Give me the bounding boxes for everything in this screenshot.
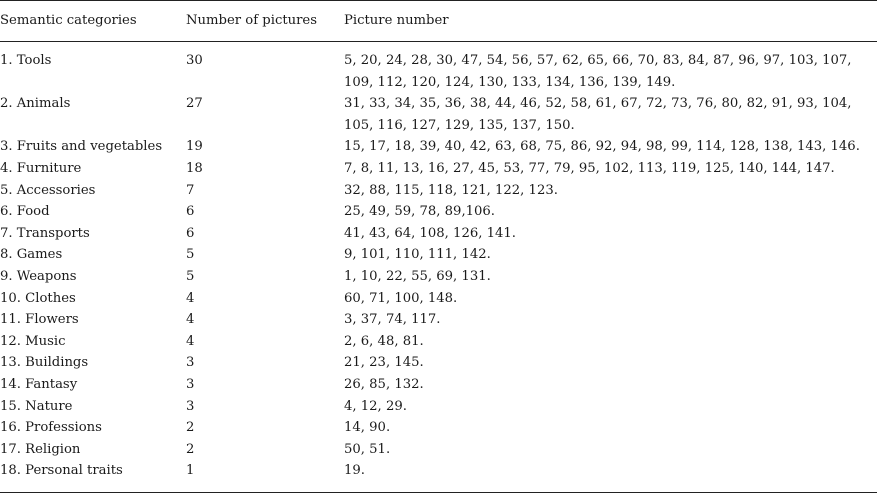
pictures-cell: 26, 85, 132. — [344, 376, 424, 392]
table-row — [0, 42, 877, 94]
pictures-cell: 25, 49, 59, 78, 89,106. — [344, 204, 495, 220]
pictures-cell: 4, 12, 29. — [344, 398, 407, 414]
pictures-cell: 2, 6, 48, 81. — [344, 333, 424, 349]
pictures-cell: 15, 17, 18, 39, 40, 42, 63, 68, 75, 86, 92, 94, 98, 99, 114, 128, 138, 143, 146. — [344, 139, 860, 155]
table-row — [0, 201, 877, 223]
pictures-cell: 31, 33, 34, 35, 36, 38, 44, 46, 52, 58, 61, 67, 72, 73, 76, 80, 82, 91, 93, 104, 105, 116, 127, 129, 135, 137, 150. — [344, 96, 852, 133]
pictures-cell: 14, 90. — [344, 420, 391, 436]
category-cell: 17. Religion — [0, 441, 81, 457]
count-cell: 3 — [186, 398, 195, 414]
category-cell: 2. Animals — [0, 96, 71, 112]
category-cell: 16. Professions — [0, 420, 102, 436]
header-number-of-pictures: Number of pictures — [186, 13, 318, 29]
category-cell: 9. Weapons — [0, 268, 77, 284]
table-row — [0, 158, 877, 180]
table-row — [0, 288, 877, 310]
header-row — [0, 1, 877, 42]
count-cell: 6 — [186, 225, 195, 241]
category-cell: 8. Games — [0, 247, 63, 263]
category-cell: 11. Flowers — [0, 312, 79, 328]
count-cell: 1 — [186, 463, 195, 479]
table-row — [0, 460, 877, 492]
count-cell: 2 — [186, 420, 195, 436]
table-row — [0, 223, 877, 245]
table-row — [0, 136, 877, 158]
count-cell: 4 — [186, 333, 195, 349]
count-cell: 30 — [186, 53, 203, 68]
table-row — [0, 180, 877, 202]
pictures-cell: 1, 10, 22, 55, 69, 131. — [344, 268, 491, 284]
table-row — [0, 93, 877, 136]
table-row — [0, 417, 877, 439]
header-picture-number: Picture number — [344, 13, 449, 29]
table-row — [0, 352, 877, 374]
table-row — [0, 309, 877, 331]
category-cell: 18. Personal traits — [0, 463, 123, 479]
table-header — [0, 1, 877, 42]
pictures-cell: 9, 101, 110, 111, 142. — [344, 247, 491, 263]
pictures-cell: 21, 23, 145. — [344, 355, 424, 371]
table-row — [0, 331, 877, 353]
count-cell: 27 — [186, 96, 203, 112]
table-row — [0, 266, 877, 288]
count-cell: 7 — [186, 182, 195, 198]
pictures-cell: 19. — [344, 463, 365, 479]
count-cell: 18 — [186, 160, 203, 176]
pictures-cell: 60, 71, 100, 148. — [344, 290, 458, 306]
count-cell: 19 — [186, 139, 203, 155]
category-cell: 1. Tools — [0, 53, 52, 68]
table-row — [0, 396, 877, 418]
count-cell: 6 — [186, 204, 195, 220]
category-cell: 5. Accessories — [0, 182, 96, 198]
count-cell: 3 — [186, 355, 195, 371]
count-cell: 3 — [186, 376, 195, 392]
count-cell: 2 — [186, 441, 195, 457]
category-cell: 15. Nature — [0, 398, 73, 414]
table-row — [0, 374, 877, 396]
pictures-cell: 5, 20, 24, 28, 30, 47, 54, 56, 57, 62, 65, 66, 70, 83, 84, 87, 96, 97, 103, 107, 109, 112, 120, 124, 130, 133, 134, 136, 139, 149. — [344, 53, 852, 90]
pictures-cell: 3, 37, 74, 117. — [344, 312, 441, 328]
category-cell: 4. Furniture — [0, 160, 82, 176]
count-cell: 4 — [186, 312, 195, 328]
header-semantic-categories: Semantic categories — [0, 13, 137, 29]
count-cell: 5 — [186, 268, 195, 284]
category-cell: 14. Fantasy — [0, 376, 78, 392]
count-cell: 5 — [186, 247, 195, 263]
pictures-cell: 32, 88, 115, 118, 121, 122, 123. — [344, 182, 558, 198]
table-row — [0, 244, 877, 266]
table-row — [0, 439, 877, 461]
pictures-cell: 7, 8, 11, 13, 16, 27, 45, 53, 77, 79, 95, 102, 113, 119, 125, 140, 144, 147. — [344, 160, 835, 176]
pictures-cell: 41, 43, 64, 108, 126, 141. — [344, 225, 516, 241]
count-cell: 4 — [186, 290, 195, 306]
category-cell: 6. Food — [0, 204, 50, 220]
category-cell: 7. Transports — [0, 225, 90, 241]
pictures-cell: 50, 51. — [344, 441, 391, 457]
table-body — [0, 42, 877, 493]
category-cell: 3. Fruits and vegetables — [0, 139, 163, 155]
category-cell: 13. Buildings — [0, 355, 89, 371]
category-cell: 12. Music — [0, 333, 66, 349]
category-cell: 10. Clothes — [0, 290, 76, 306]
